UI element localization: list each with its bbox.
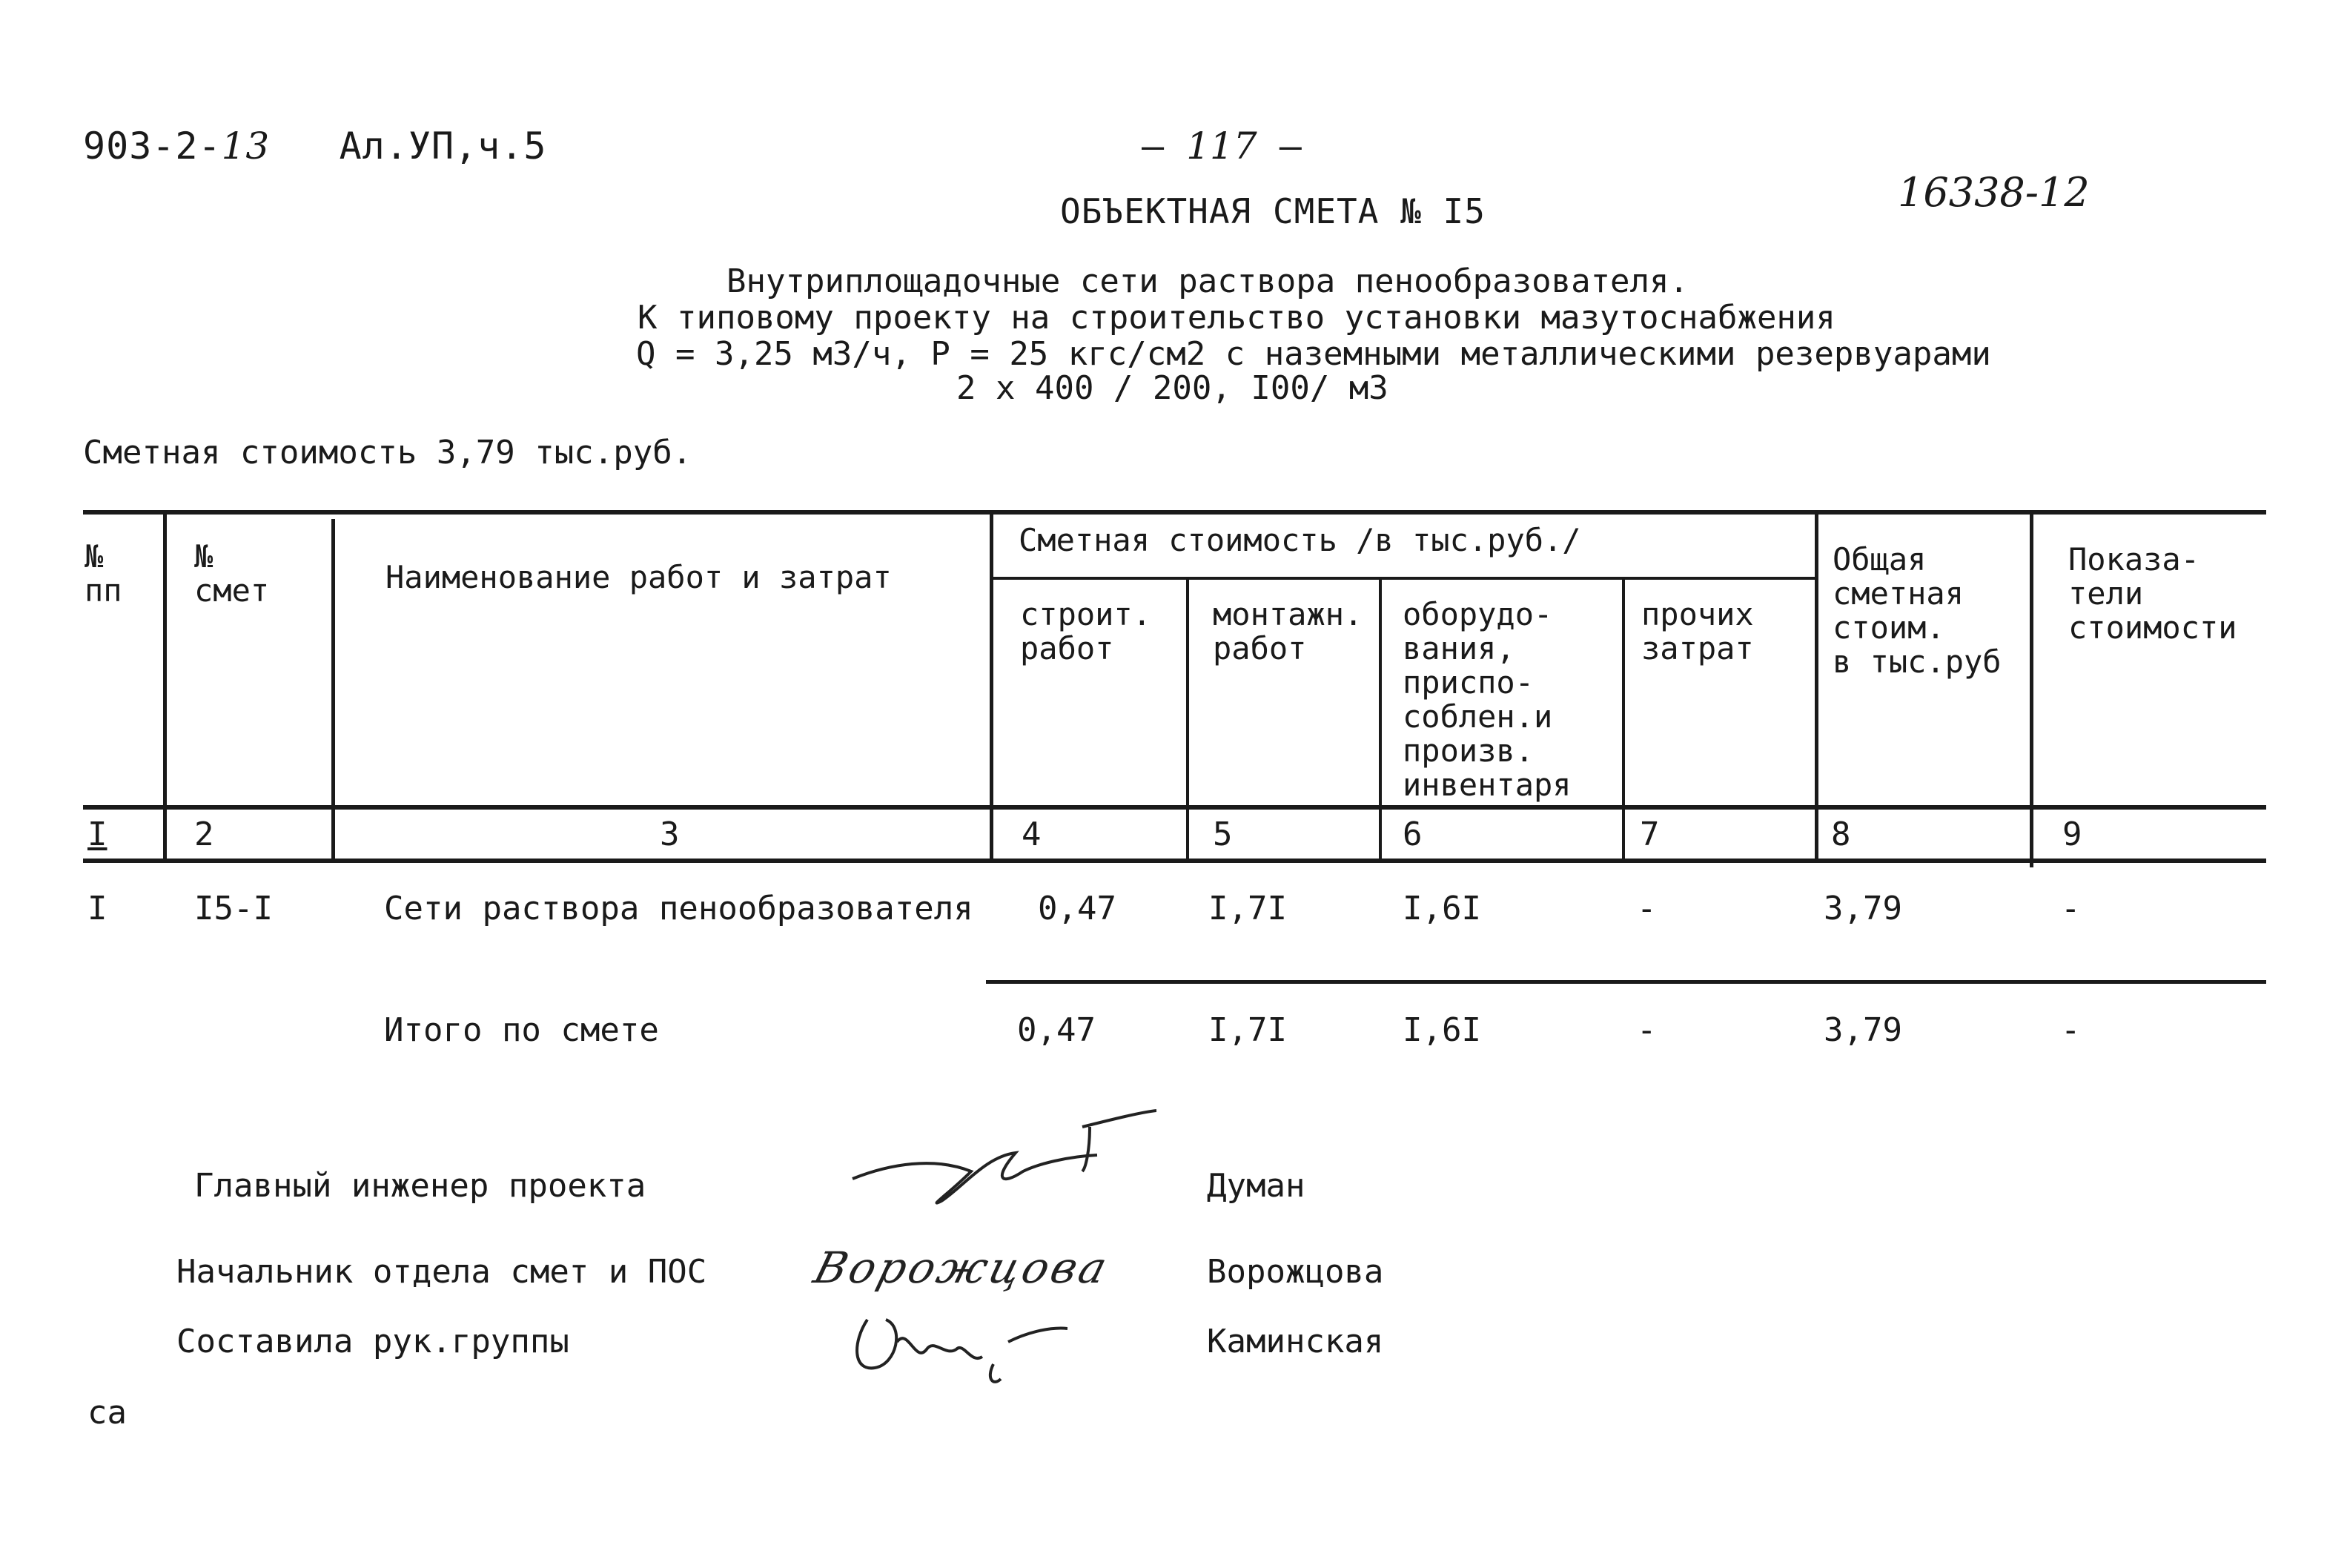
column-number-3: 3 — [660, 816, 680, 853]
header-col-indicators: Показа- тели стоимости — [2068, 541, 2237, 646]
signature-role-head-of-department: Начальник отдела смет и ПОС — [176, 1253, 707, 1291]
column-number-7: 7 — [1640, 816, 1660, 853]
col-divider-1 — [163, 515, 167, 861]
table-top-border — [83, 510, 2266, 515]
row-smeta: I5-I — [194, 890, 273, 927]
col-divider-2 — [331, 519, 335, 861]
row-equipment: I,6I — [1403, 890, 1481, 927]
handwritten-number: 16338-12 — [1898, 169, 2090, 216]
signature-name-group-leader: Каминская — [1207, 1323, 1384, 1360]
col-divider-7 — [1815, 515, 1818, 861]
total-sum: 3,79 — [1824, 1011, 1902, 1049]
signature-name-chief-engineer: Думан — [1207, 1167, 1305, 1205]
column-number-8: 8 — [1831, 816, 1851, 853]
row-other: - — [1637, 890, 1657, 927]
header-group-cost: Сметная стоимость /в тыс.руб./ — [1019, 522, 1581, 558]
header-bottom-border — [83, 805, 2266, 810]
total-indicators: - — [2061, 1011, 2081, 1049]
signature-scribble-3 — [845, 1297, 1067, 1394]
subtitle-line-3: Q = 3,25 м3/ч, P = 25 кгс/см2 с наземными металлическими резервуарами — [636, 335, 1991, 373]
signature-role-chief-engineer: Главный инженер проекта — [194, 1167, 646, 1205]
row-mount: I,7I — [1208, 890, 1287, 927]
row-total: 3,79 — [1824, 890, 1902, 927]
subtitle-line-4: 2 х 400 / 200, I00/ м3 — [956, 369, 1388, 407]
header-col-total: Общая сметная стоим. в тыс.руб — [1833, 541, 2002, 680]
page-number: – 117 – — [1142, 125, 1302, 168]
document-code: 903-2-13 Ал.УП,ч.5 — [83, 125, 547, 168]
document-title: ОБЪЕКТНАЯ СМЕТА № I5 — [1060, 191, 1486, 231]
col-divider-8 — [2030, 515, 2033, 867]
col-divider-6 — [1622, 578, 1625, 861]
signature-scribble-1 — [845, 1097, 1156, 1216]
header-col-build: строит. работ — [1020, 596, 1152, 666]
header-col-other: прочих затрат — [1641, 596, 1754, 666]
subtitle-line-2: К типовому проекту на строительство установки мазутоснабжения — [638, 299, 1835, 337]
row-indicators: - — [2061, 890, 2081, 927]
header-col-name: Наименование работ и затрат — [385, 559, 892, 595]
total-label: Итого по смете — [384, 1011, 659, 1049]
column-number-1: I — [87, 816, 107, 853]
signature-role-group-leader: Составила рук.группы — [176, 1323, 569, 1360]
column-number-4: 4 — [1022, 816, 1042, 853]
subtitle-line-1: Внутриплощадочные сети раствора пенообразователя. — [726, 262, 1689, 300]
header-col-number: № пп — [85, 538, 122, 609]
row-build: 0,47 — [1038, 890, 1116, 927]
column-number-2: 2 — [194, 816, 214, 853]
header-col-mount: монтажн. работ — [1213, 596, 1363, 666]
col-divider-3 — [990, 515, 993, 861]
column-numbers-bottom-border — [83, 859, 2266, 863]
footer-note: са — [87, 1394, 127, 1432]
col-divider-4 — [1186, 578, 1189, 861]
col-divider-5 — [1379, 578, 1382, 861]
total-equipment: I,6I — [1403, 1011, 1481, 1049]
total-build: 0,47 — [1017, 1011, 1096, 1049]
album-ref: Ал.УП,ч.5 — [339, 125, 547, 168]
signature-scribble-2: Ворожцова — [808, 1243, 1116, 1293]
column-number-6: 6 — [1403, 816, 1423, 853]
column-number-5: 5 — [1213, 816, 1233, 853]
header-col-equipment: оборудо- вания, приспо- соблен.и произв. инвентаря — [1403, 596, 1572, 803]
header-col-smeta: № смет — [194, 538, 270, 609]
signature-name-head-of-department: Ворожцова — [1207, 1253, 1384, 1291]
total-mount: I,7I — [1208, 1011, 1287, 1049]
total-other: - — [1637, 1011, 1657, 1049]
row-number: I — [87, 890, 107, 927]
group-header-divider — [993, 577, 1818, 580]
estimated-cost: Сметная стоимость 3,79 тыс.руб. — [83, 434, 692, 472]
total-divider — [986, 980, 2266, 984]
column-number-9: 9 — [2062, 816, 2082, 853]
row-name: Сети раствора пенообразователя — [384, 890, 973, 927]
